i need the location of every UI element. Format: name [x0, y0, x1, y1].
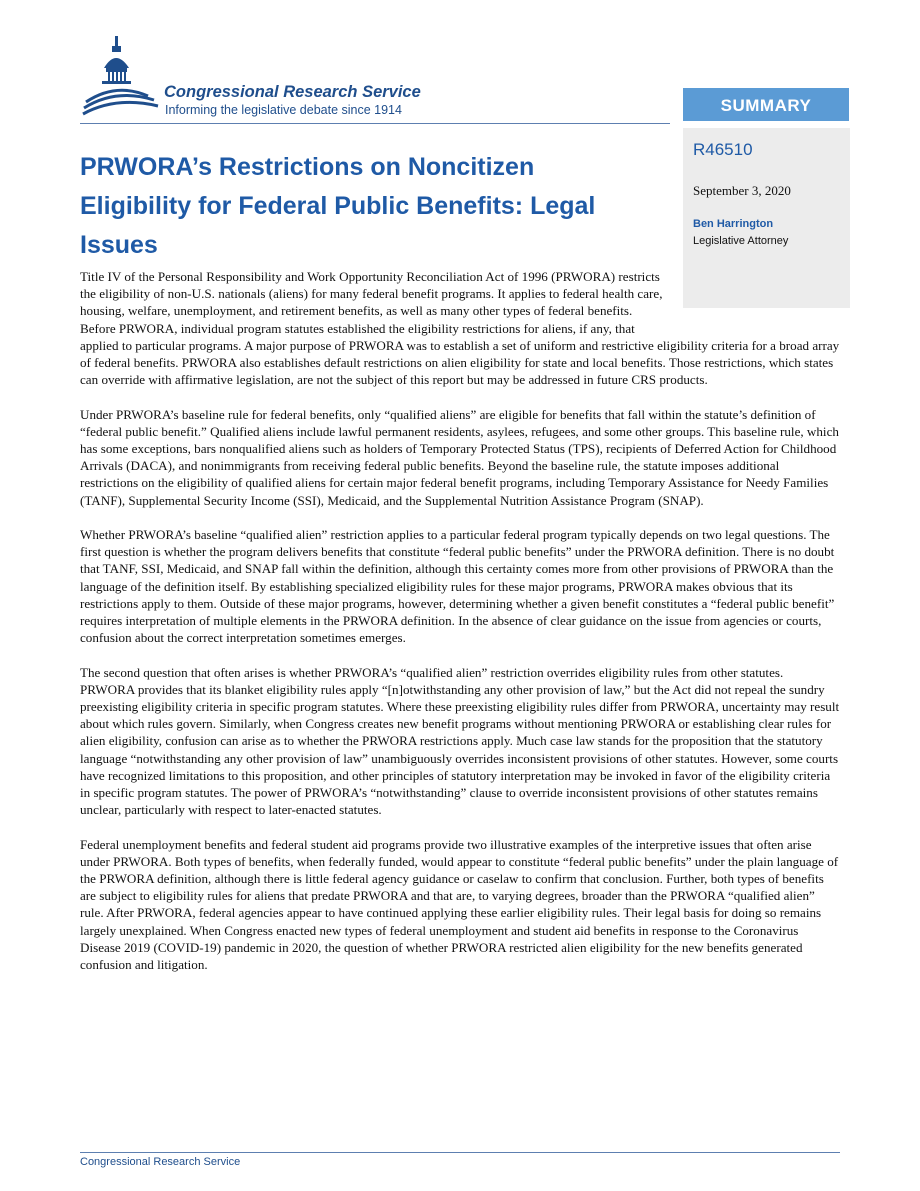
summary-tab: SUMMARY	[683, 88, 849, 121]
org-tagline: Informing the legislative debate since 1914	[165, 103, 402, 117]
paragraph: Title IV of the Personal Responsibility and Work Opportunity Reconciliation Act of 1996 (PRWORA) restricts the eligibility of non-U.S. nationals (aliens) for many federal benefit programs. It applies to federal health care, housing, welfare, unemployment, and retirement benefits, as well as many other types of federal benefits. Before PRWORA, individual program statutes established the eligibility restrictions for aliens, if any, that applied to particular programs. A major purpose of PRWORA was to establish a set of uniform and restrictive eligibility criteria for a broad array of federal benefits. PRWORA also establishes default restrictions on alien eligibility for state and local benefits. Those restrictions, which states can override with affirmative legislation, are not the subject of this report but may be addressed in future CRS products.	[80, 269, 840, 388]
capitol-dome-icon	[82, 34, 160, 122]
summary-text	[80, 268, 840, 990]
footer-divider	[80, 1152, 840, 1153]
document-title: PRWORA’s Restrictions on Noncitizen Eligibility for Federal Public Benefits: Legal Issues	[80, 153, 596, 259]
org-name: Congressional Research Service	[164, 83, 421, 101]
paragraph: The second question that often arises is whether PRWORA’s “qualified alien” restriction overrides eligibility rules from other statutes. PRWORA provides that its blanket eligibility rules apply “[n]otwithstanding any other provision of law,” but the Act did not repeal the sundry preexisting eligibility criteria in specific program statutes. Where these preexisting eligibility rules differ from PRWORA, uncertainty may result about which rules govern. Similarly, when Congress creates new benefit programs without mentioning PRWORA or establishing clear rules for alien eligibility, confusion can arise as to whether the PRWORA restrictions apply. Much case law stands for the proposition that the statutory language “notwithstanding any other provision of law” unambiguously overrides inconsistent provisions of other statutes. However, some courts have recognized limitations to this proposition, and other principles of statutory interpretation may be invoked in favor of the eligibility criteria in specific program statutes. The power of PRWORA’s “notwithstanding” clause to override inconsistent provisions of other statutes remains unclear, particularly with respect to later-enacted statutes.	[80, 664, 840, 818]
paragraph: Federal unemployment benefits and federal student aid programs provide two illustrative examples of the interpretive issues that often arise under PRWORA. Both types of benefits, when federally funded, would appear to constitute “federal public benefits” under the plain language of the PRWORA definition, although there is little federal agency guidance or caselaw to confirm that conclusion. Further, both types of benefits are subject to eligibility rules for aliens that predate PRWORA and that are, to varying degrees, broader than the PRWORA “qualified alien” rule. After PRWORA, federal agencies appear to have continued applying these earlier eligibility rules. Their legal basis for doing so remains largely unexplained. When Congress enacted new types of federal unemployment and student aid benefits in response to the Coronavirus Disease 2019 (COVID-19) pandemic in 2020, the question of whether PRWORA restricted alien eligibility for the new benefits generated confusion and litigation.	[80, 836, 839, 973]
report-number: R46510	[693, 140, 753, 159]
author-title: Legislative Attorney	[693, 235, 789, 247]
sidebar-spacer	[665, 268, 840, 320]
publication-date: September 3, 2020	[693, 183, 791, 198]
paragraph: Whether PRWORA’s baseline “qualified alien” restriction applies to a particular federal program typically depends on two legal questions. The first question is whether the program delivers benefits that constitute “federal public benefits” under the PRWORA definition. There is no doubt that TANF, SSI, Medicaid, and SNAP fall within the definition, although this certainty comes more from other provisions of PRWORA than the language of the definition itself. By establishing specialized eligibility rules for these major programs, PRWORA makes obvious that its restrictions apply to them. Outside of these major programs, however, determining whether a given benefit constitutes a “federal public benefit” requires interpretation of multiple elements in the PRWORA definition. In the absence of clear guidance on the issue from agencies or courts, confusion about the correct interpretation sometimes emerges.	[80, 527, 835, 646]
paragraph: Under PRWORA’s baseline rule for federal benefits, only “qualified aliens” are eligible for benefits that fall within the statute’s definition of “federal public benefit.” Qualified aliens include lawful permanent residents, asylees, refugees, and some other groups. This baseline rule, which has some exceptions, bars nonqualified aliens such as holders of Temporary Protected Status (TPS), recipients of Deferred Action for Childhood Arrivals (DACA), and nonimmigrants from receiving federal public benefits. Beyond the baseline rule, the statute imposes additional restrictions on the eligibility of qualified aliens for certain major federal benefit programs, including Temporary Assistance for Needy Families (TANF), Supplemental Security Income (SSI), Medicaid, and the Supplemental Nutrition Assistance Program (SNAP).	[80, 406, 839, 508]
crs-logo	[80, 34, 480, 124]
header-divider	[80, 123, 670, 124]
author-name: Ben Harrington	[693, 218, 774, 230]
footer-org-name: Congressional Research Service	[80, 1156, 241, 1168]
